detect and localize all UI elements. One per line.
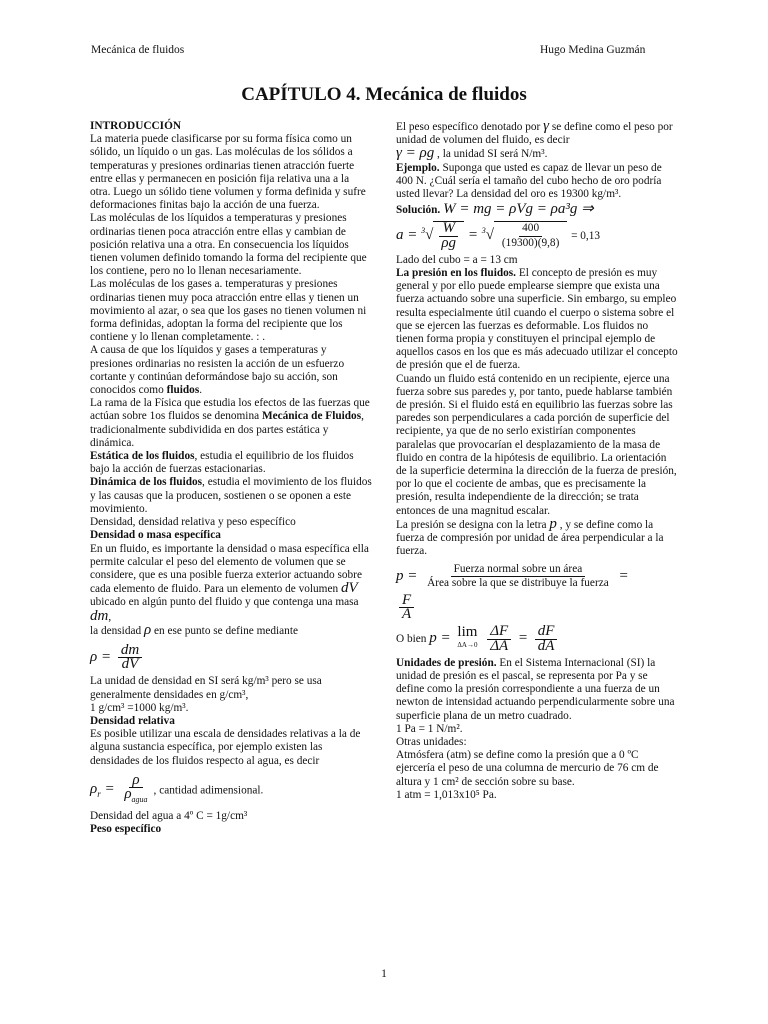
equation-relative-density: $\rho_r$ = $\frac{\rho}{\rho_{agua}}$ , cantidad adimensional. bbox=[90, 771, 264, 804]
paragraph: 1 Pa = 1 N/m². bbox=[396, 722, 463, 735]
paragraph: Lado del cubo = a = 13 cm bbox=[396, 253, 518, 266]
paragraph: La rama de la Física que estudia los efectos de las fuerzas que actúan sobre 1os fluidos se denomina Mecánica de Fluidos, tradicionalmente subdividida en dos partes estática y dinámica. bbox=[90, 397, 370, 449]
paragraph: Dinámica de los fluidos, estudia el movimiento de los fluidos y las causas que la producen, sostienen o se oponen a este movimiento. bbox=[90, 476, 372, 515]
heading-densidad-relativa: Densidad relativa bbox=[90, 714, 175, 727]
paragraph: Solución. W = mg = ρVg = ρa³g ⇒ bbox=[396, 201, 594, 218]
paragraph: La unidad de densidad en SI será kg/m³ pero se usa generalmente densidades en g/cm³, bbox=[90, 675, 322, 701]
paragraph: Estática de los fluidos, estudia el equilibrio de los fluidos bajo la acción de fuerzas estacionarias. bbox=[90, 450, 354, 476]
paragraph: La presión se designa con la letra p , y se define como la fuerza de compresión por unidad de área perpendicular a la fuerza. bbox=[396, 515, 664, 558]
paragraph: Cuando un fluido está contenido en un recipiente, ejerce una fuerza sobre sus paredes y, por tanto, puede hablarse también de presión. Si el fluido está en equilibrio las fuerzas sobre las paredes son perpendiculares a cada porción de superficie del recipiente, ya que de no serlo existirían componentes paralelas que provocarían el desplazamiento de la masa de fluido en contra de la hipótesis de equilibrio. La orientación de la superficie determina la dirección de la fuerza de presión, por lo que el cociente de ambas, que es precisamente la presión, resulta independiente de la dirección; se trata entonces de una magnitud escalar. bbox=[396, 372, 677, 517]
equation-density: ρ = $\frac{dm}{dV}$ bbox=[90, 644, 372, 671]
paragraph: Unidades de presión. En el Sistema Internacional (SI) la unidad de presión es el pascal, se representa por Pa y se define como la presión correspondiente a una fuerza de un newton de intensidad actuando perpendicularmente sobre una superficie plana de un metro cuadrado. bbox=[396, 656, 675, 722]
equation-f-over-a: $\frac{F}{A}$ bbox=[396, 594, 678, 621]
paragraph: Es posible utilizar una escala de densidades relativas a la de alguna sustancia específica, por ejemplo existen las densidades de los fluidos respecto al agua, es decir bbox=[90, 728, 361, 767]
equation-pressure-definition: p = $\frac{\text{Fuerza normal sobre un área}}{\text{Área sobre la que se distribuye la fuerza}}$ = bbox=[396, 562, 629, 589]
equation-pressure-limit: O bien p = lim ΔA→0 $\frac{\Delta F}{\Delta A}$ = $\frac{dF}{dA}$ bbox=[396, 625, 678, 652]
header-left: Mecánica de fluidos bbox=[91, 44, 185, 56]
paragraph: Otras unidades: bbox=[396, 735, 467, 748]
heading-peso-especifico: Peso específico bbox=[90, 823, 162, 836]
column-right bbox=[396, 120, 678, 802]
equation-cube: a = $^3$√ $\frac{W}{\rho g}$ = $^3$√ $\frac{400}{(19300)(9,8)}$ = 0,13 bbox=[396, 220, 601, 251]
paragraph: En un fluido, es importante la densidad o masa específica ella permite calcular el peso del elemento de volumen que se considere, que es una posible fuerza exterior actuando sobre cada elemento de fluido. Para un elemento de volumen dV ubicado en algún punto del fluido y que contenga una masa dm, la densidad ρ en ese punto se define mediante bbox=[90, 542, 369, 638]
paragraph: La presión en los fluidos. El concepto de presión es muy general y por ello puede emplearse siempre que exista una fuerza actuando sobre una superficie. Sin embargo, su empleo resulta especialmente útil cuando el cuerpo o sistema sobre el que se ejercen las fuerzas es deformable. Los fluidos no tienen forma propia y constituyen el principal ejemplo de aquellos casos en los que es más adecuado utilizar el concepto de presión que el de fuerza. bbox=[396, 267, 678, 372]
paragraph: La materia puede clasificarse por su forma física como un sólido, un líquido o un gas. Las moléculas de los sólidos a temperaturas y presiones ordinarias tienen atracción fuerte entre ellas y permanecen en posición fija relativa una a la otra. Luego un sólido tiene volumen y forma definida y sufre deformaciones finitas bajo la acción de una fuerza. bbox=[90, 133, 366, 212]
header-right: Hugo Medina Guzmán bbox=[540, 44, 646, 56]
heading-densidad: Densidad o masa específica bbox=[90, 529, 221, 542]
page-title: CAPÍTULO 4. Mecánica de fluidos bbox=[241, 84, 527, 105]
paragraph: Densidad del agua a 4º C = 1g/cm³ bbox=[90, 810, 248, 823]
paragraph: El peso específico denotado por γ se define como el peso por unidad de volumen del fluido, es decir γ = ρg , la unidad SI será N/m³. bbox=[396, 118, 673, 162]
paragraph: Ejemplo. Suponga que usted es capaz de llevar un peso de 400 N. ¿Cuál sería el tamaño del cubo hecho de oro podría usted llevar? La densidad del oro es 19300 kg/m³. bbox=[396, 161, 662, 201]
page-number: 1 bbox=[381, 968, 387, 980]
paragraph: Las moléculas de los líquidos a temperaturas y presiones ordinarias tienen poca atracción entre ellas y cambian de posición relativa una a otra. En consecuencia los líquidos tienen volumen definido tomando la forma del recipiente que los contiene, pero no lo llenan necesariamente. bbox=[90, 212, 367, 278]
paragraph: 1 atm = 1,013x10⁵ Pa. bbox=[396, 788, 497, 801]
paragraph: A causa de que los líquidos y gases a temperaturas y presiones ordinarias no resisten la acción de un esfuerzo cortante y continúan deformándose bajo su acción, son conocidos como fluidos. bbox=[90, 344, 345, 397]
paragraph: Atmósfera (atm) se define como la presión que a 0 ºC ejercería el peso de una columna de mercurio de 76 cm de altura y 1 cm² de sección sobre su base. bbox=[396, 749, 659, 788]
paragraph: 1 g/cm³ =1000 kg/m³. bbox=[90, 701, 189, 714]
column-left bbox=[90, 120, 372, 837]
paragraph: Densidad, densidad relativa y peso específico bbox=[90, 516, 296, 529]
heading-introduccion: INTRODUCCIÓN bbox=[90, 120, 182, 132]
paragraph: Las moléculas de los gases a. temperaturas y presiones ordinarias tienen muy poca atracción entre ellas y tienen un movimiento al azar, o sea que los gases no tienen volumen ni forma definidas, adoptan la forma del recipiente que los contiene y lo llenan completamente. : . bbox=[90, 278, 367, 344]
